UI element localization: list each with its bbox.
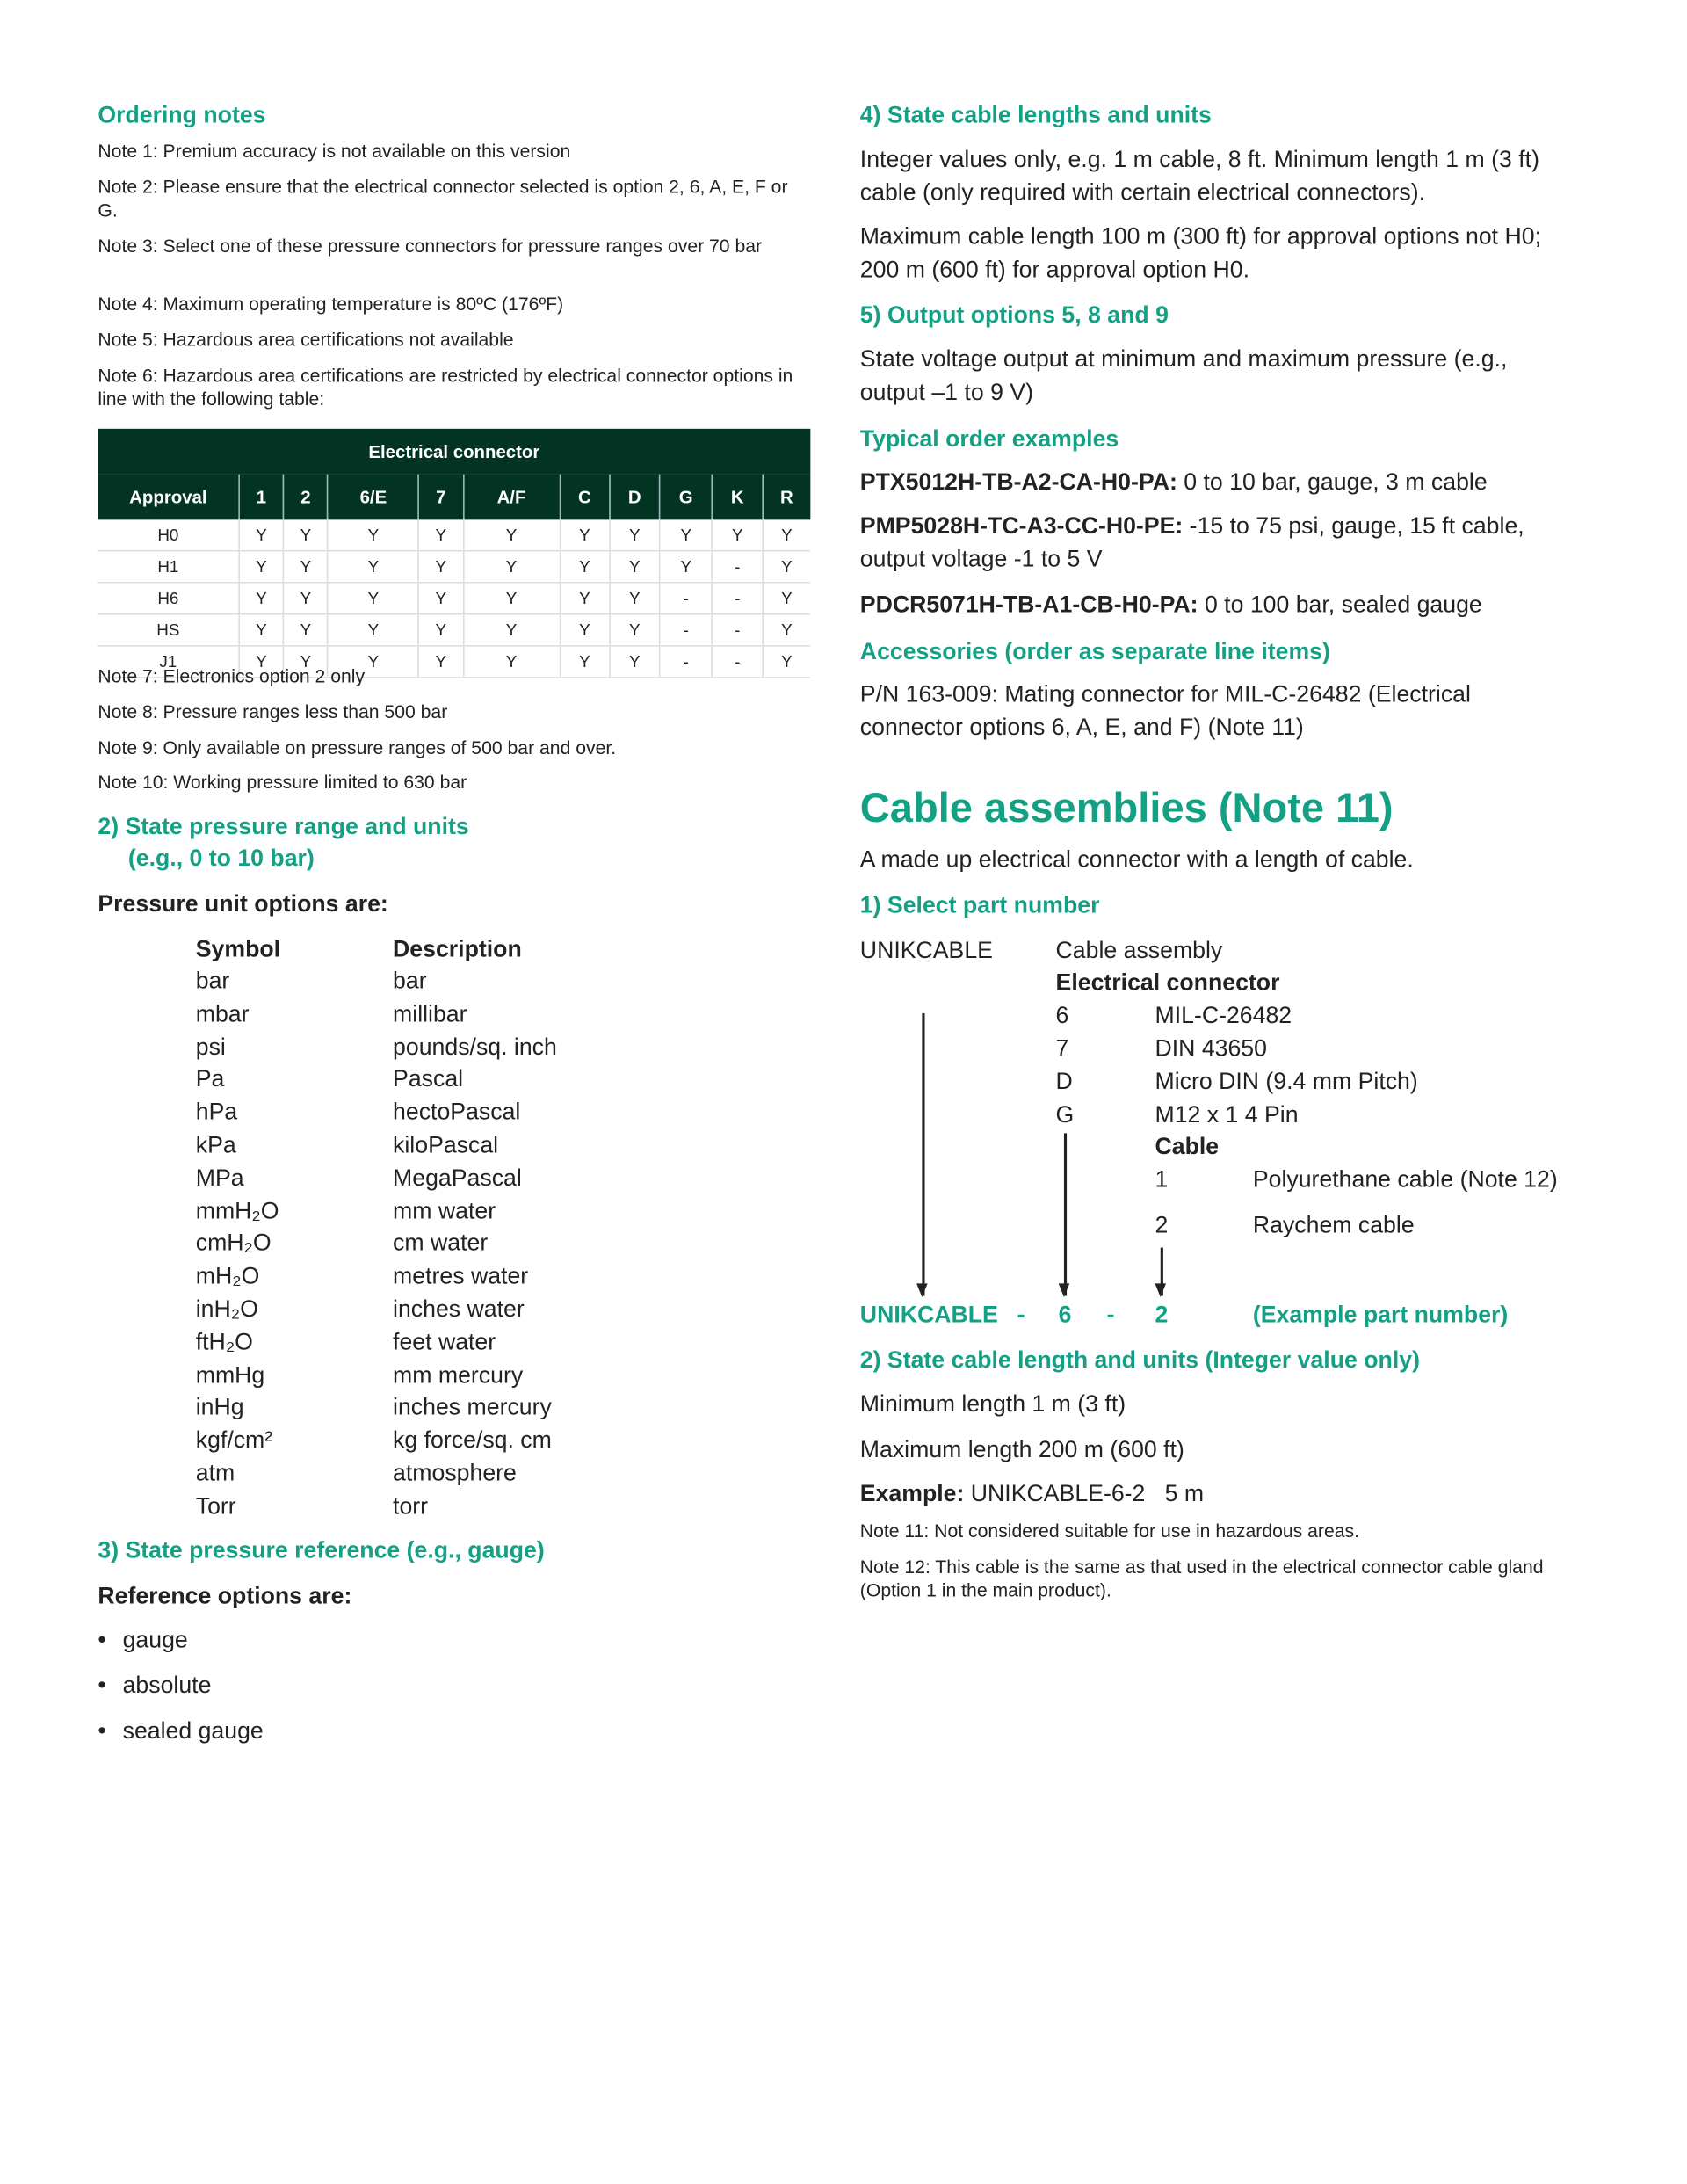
table-cell: Y (284, 519, 329, 550)
unit-symbol: inHg (195, 1394, 244, 1421)
table-cell: Y (463, 614, 560, 646)
note-6: Note 6: Hazardous area certifications are restricted by electrical connector options in line with the following table: (98, 365, 793, 410)
table-cell: Y (560, 583, 610, 614)
example-part-segment: - (1017, 1301, 1025, 1328)
table-cell: Y (284, 551, 329, 583)
accessories-heading: Accessories (order as separate line items) (859, 638, 1330, 665)
note-9: Note 9: Only available on pressure ranges of 500 bar and over. (98, 737, 617, 758)
bullet-icon: • (98, 1626, 106, 1653)
note-10: Note 10: Working pressure limited to 630 bar (98, 772, 467, 793)
table-cell: Y (328, 583, 418, 614)
table-cell: - (713, 583, 763, 614)
table-row (98, 551, 810, 583)
table-cell: Y (284, 646, 329, 678)
accessories-para: P/N 163-009: Mating connector for MIL-C-26482 (Electrical connector options 6, A, E, and F) (Note 11) (859, 680, 1471, 741)
table-cell: Y (560, 551, 610, 583)
table-cell: Y (328, 646, 418, 678)
table-cell: Y (560, 519, 610, 550)
table-cell: Y (763, 614, 811, 646)
table-cell: Y (463, 583, 560, 614)
reference-option: absolute (122, 1672, 212, 1699)
cable-desc: Polyurethane cable (Note 12) (1252, 1166, 1558, 1193)
cable-lengths-para-2: Maximum cable length 100 m (300 ft) for approval options not H0; 200 m (600 ft) for approval option H0. (859, 223, 1542, 283)
unit-description: bar (393, 968, 427, 994)
table-cell: - (660, 646, 713, 678)
connector-desc: M12 x 1 4 Pin (1155, 1101, 1299, 1128)
table-row (98, 519, 810, 550)
unit-description: mm water (393, 1197, 496, 1224)
unit-description: mm mercury (393, 1361, 524, 1388)
pressure-reference-heading: 3) State pressure reference (e.g., gauge) (98, 1536, 545, 1564)
connector-desc: Micro DIN (9.4 mm Pitch) (1155, 1068, 1418, 1095)
reference-options-label: Reference options are: (98, 1582, 352, 1609)
unit-symbol: MPa (195, 1165, 244, 1191)
table-cell: J1 (98, 646, 239, 678)
note-4: Note 4: Maximum operating temperature is 80ºC (176ºF) (98, 294, 564, 315)
min-length: Minimum length 1 m (3 ft) (859, 1390, 1126, 1418)
unit-description: inches water (393, 1295, 525, 1323)
unit-symbol: inH₂O (195, 1295, 258, 1323)
pressure-range-heading: 2) State pressure range and units (98, 813, 469, 840)
column-header: 7 (419, 475, 464, 520)
unit-description: millibar (393, 1000, 467, 1027)
table-cell: Y (610, 551, 660, 583)
table-cell: Y (284, 614, 329, 646)
table-cell: - (660, 614, 713, 646)
cable-lengths-heading: 4) State cable lengths and units (859, 102, 1212, 128)
connector-desc: DIN 43650 (1155, 1035, 1267, 1062)
order-desc: 0 to 10 bar, gauge, 3 m cable (1177, 468, 1488, 496)
max-length: Maximum length 200 m (600 ft) (859, 1436, 1184, 1463)
order-code: PDCR5071H-TB-A1-CB-H0-PA: (859, 591, 1198, 618)
description-header: Description (393, 936, 522, 962)
table-cell: - (713, 614, 763, 646)
note-8: Note 8: Pressure ranges less than 500 bar (98, 701, 448, 722)
table-cell: Y (419, 646, 464, 678)
table-cell: Y (660, 551, 713, 583)
table-cell: Y (328, 519, 418, 550)
table-cell: Y (239, 646, 284, 678)
unit-symbol: ftH₂O (195, 1328, 253, 1355)
order-code: PTX5012H-TB-A2-CA-H0-PA: (859, 468, 1177, 496)
example-line (860, 1482, 1204, 1506)
unit-symbol: bar (195, 968, 230, 994)
example-part-segment: (Example part number) (1252, 1301, 1509, 1328)
table-cell: Y (463, 646, 560, 678)
unit-description: torr (393, 1492, 429, 1520)
note-11: Note 11: Not considered suitable for use in hazardous areas. (859, 1520, 1359, 1542)
order-desc: 0 to 100 bar, sealed gauge (1198, 591, 1482, 618)
table-cell: Y (419, 519, 464, 550)
example-part-segment: UNIKCABLE (859, 1301, 998, 1328)
cable-desc: Raychem cable (1252, 1211, 1415, 1238)
symbol-header: Symbol (195, 936, 281, 962)
table-cell: Y (610, 614, 660, 646)
example-value: UNIKCABLE-6-2 5 m (964, 1480, 1205, 1507)
example-label: Example: (859, 1480, 965, 1507)
reference-option: sealed gauge (122, 1717, 264, 1745)
unit-description: hectoPascal (393, 1099, 521, 1126)
table-cell: Y (328, 614, 418, 646)
table-cell: Y (239, 519, 284, 550)
connector-code: 6 (1055, 1002, 1069, 1029)
connector-code: D (1055, 1068, 1073, 1095)
note-5: Note 5: Hazardous area certifications not available (98, 329, 514, 351)
order-code: PMP5028H-TC-A3-CC-H0-PE: (859, 512, 1184, 540)
unit-description: MegaPascal (393, 1165, 522, 1191)
unit-symbol: mmHg (195, 1361, 265, 1388)
unit-symbol: mbar (195, 1000, 250, 1027)
unit-symbol: mmH₂O (195, 1197, 279, 1224)
connector-code: 7 (1055, 1035, 1069, 1062)
unit-description: atmosphere (393, 1460, 517, 1486)
table-cell: H6 (98, 583, 239, 614)
part-base-desc: Cable assembly (1055, 937, 1223, 964)
table-cell: Y (239, 614, 284, 646)
order-example-2 (860, 510, 1577, 576)
arrow-down-icon (1161, 1248, 1162, 1296)
connector-code: G (1055, 1101, 1075, 1128)
approval-connector-table (98, 429, 810, 678)
table-cell: Y (763, 583, 811, 614)
column-header: 6/E (328, 475, 418, 520)
column-header: D (610, 475, 660, 520)
table-cell: Y (610, 519, 660, 550)
column-header: A/F (463, 475, 560, 520)
unit-description: feet water (393, 1328, 496, 1355)
arrow-down-icon (1064, 1133, 1066, 1295)
unit-symbol: atm (195, 1460, 235, 1486)
reference-option: gauge (122, 1626, 188, 1653)
note-3: Note 3: Select one of these pressure connectors for pressure ranges over 70 bar (98, 236, 763, 257)
table-cell: Y (560, 614, 610, 646)
table-row (98, 583, 810, 614)
example-part-segment: 6 (1058, 1301, 1072, 1328)
table-cell: H1 (98, 551, 239, 583)
table-cell: Y (239, 551, 284, 583)
table-cell: H0 (98, 519, 239, 550)
table-title: Electrical connector (98, 429, 810, 475)
table-cell: Y (419, 614, 464, 646)
table-cell: - (713, 551, 763, 583)
bullet-icon: • (98, 1672, 106, 1699)
column-header: 1 (239, 475, 284, 520)
electrical-connector-label: Electrical connector (1055, 969, 1280, 996)
order-desc: -15 to 75 psi, gauge, 15 ft cable, output voltage -1 to 5 V (859, 512, 1524, 572)
table-cell: - (713, 646, 763, 678)
table-cell: Y (763, 551, 811, 583)
table-cell: - (660, 583, 713, 614)
unit-description: Pascal (393, 1066, 464, 1092)
example-part-segment: 2 (1155, 1301, 1169, 1328)
table-cell: Y (284, 583, 329, 614)
table-cell: Y (610, 646, 660, 678)
unit-symbol: cmH₂O (195, 1230, 272, 1257)
connector-desc: MIL-C-26482 (1155, 1002, 1292, 1029)
cable-assemblies-title: Cable assemblies (Note 11) (859, 786, 1394, 831)
order-example-1 (860, 466, 1577, 499)
table-cell: Y (560, 646, 610, 678)
typical-examples-heading: Typical order examples (859, 425, 1119, 453)
note-7: Note 7: Electronics option 2 only (98, 665, 366, 687)
unit-description: kg force/sq. cm (393, 1426, 552, 1454)
column-header: K (713, 475, 763, 520)
table-cell: Y (713, 519, 763, 550)
column-header: 2 (284, 475, 329, 520)
unit-symbol: Pa (195, 1066, 225, 1092)
table-cell: Y (660, 519, 713, 550)
table-cell: Y (463, 551, 560, 583)
example-part-segment: - (1106, 1301, 1115, 1328)
cable-code: 1 (1155, 1166, 1169, 1193)
table-cell: HS (98, 614, 239, 646)
unit-symbol: hPa (195, 1099, 238, 1126)
unit-options-label: Pressure unit options are: (98, 890, 388, 918)
cable-code: 2 (1155, 1211, 1169, 1238)
column-header: C (560, 475, 610, 520)
unit-symbol: Torr (195, 1492, 236, 1520)
table-row (98, 614, 810, 646)
table-cell: Y (763, 519, 811, 550)
table-cell: Y (419, 583, 464, 614)
column-header: G (660, 475, 713, 520)
column-header: R (763, 475, 811, 520)
unit-description: metres water (393, 1263, 529, 1289)
cable-label: Cable (1155, 1133, 1220, 1160)
cable-lengths-para-1: Integer values only, e.g. 1 m cable, 8 ft. Minimum length 1 m (3 ft) cable (only required with certain electrical connectors). (859, 146, 1539, 206)
unit-symbol: kgf/cm² (195, 1426, 273, 1454)
cable-length-heading: 2) State cable length and units (Integer value only) (859, 1346, 1420, 1374)
pressure-range-heading-example: (e.g., 0 to 10 bar) (127, 845, 315, 872)
column-header: Approval (98, 475, 239, 520)
table-cell: Y (328, 551, 418, 583)
order-example-3 (860, 589, 1577, 622)
unit-description: pounds/sq. inch (393, 1033, 557, 1060)
output-options-para: State voltage output at minimum and maximum pressure (e.g., output –1 to 9 V) (859, 345, 1508, 406)
select-part-heading: 1) Select part number (859, 891, 1100, 918)
table-cell: Y (763, 646, 811, 678)
unit-symbol: psi (195, 1033, 226, 1060)
table-cell: Y (610, 583, 660, 614)
arrow-down-icon (922, 1013, 923, 1296)
unit-symbol: kPa (195, 1131, 236, 1158)
ordering-notes-heading: Ordering notes (98, 102, 266, 128)
note-1: Note 1: Premium accuracy is not available on this version (98, 140, 571, 162)
unit-description: inches mercury (393, 1394, 552, 1421)
table-cell: Y (463, 519, 560, 550)
note-12: Note 12: This cable is the same as that used in the electrical connector cable gland (Option 1 in the main product). (859, 1556, 1544, 1601)
table-cell: Y (239, 583, 284, 614)
bullet-icon: • (98, 1717, 106, 1745)
unit-description: cm water (393, 1230, 489, 1257)
part-base-code: UNIKCABLE (859, 937, 993, 964)
unit-symbol: mH₂O (195, 1263, 260, 1289)
output-options-heading: 5) Output options 5, 8 and 9 (859, 301, 1169, 329)
unit-description: kiloPascal (393, 1131, 499, 1158)
note-2: Note 2: Please ensure that the electrical connector selected is option 2, 6, A, E, F or G. (98, 176, 788, 221)
table-cell: Y (419, 551, 464, 583)
cable-assemblies-subtitle: A made up electrical connector with a length of cable. (859, 846, 1414, 873)
